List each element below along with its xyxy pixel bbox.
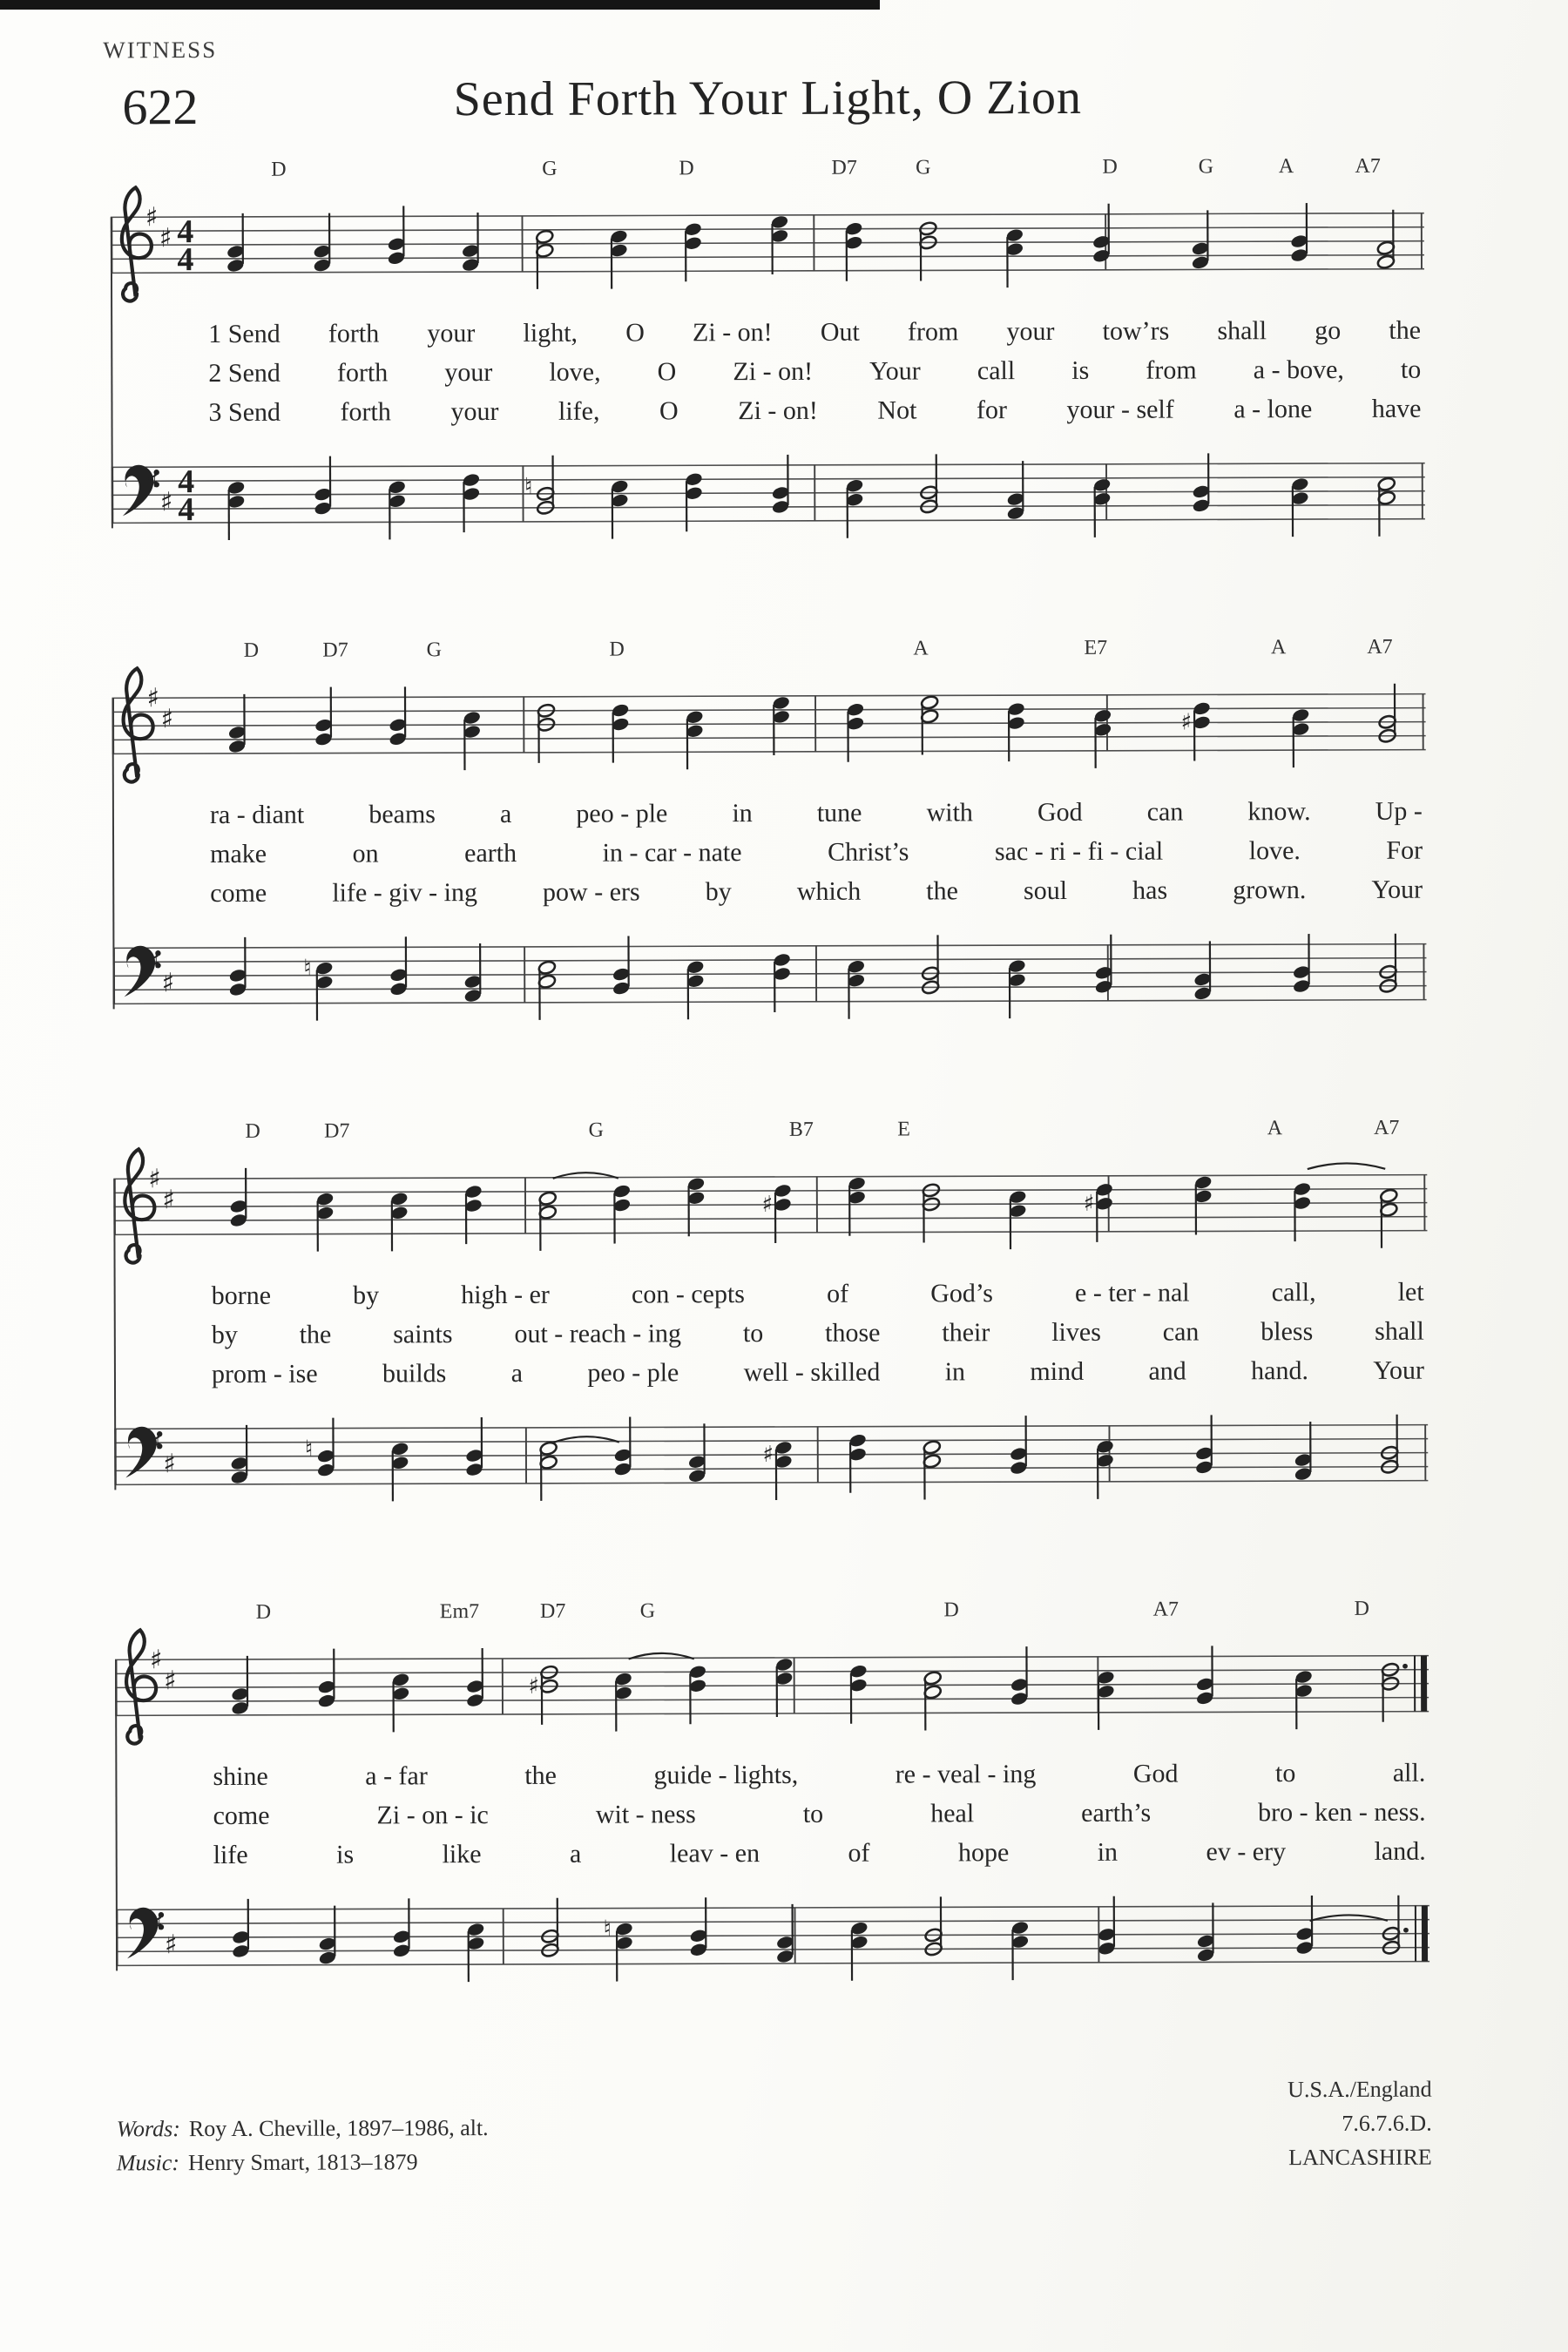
lyric-token: land. [1374, 1836, 1426, 1866]
chord-symbol: G [1198, 155, 1214, 179]
lyric-token: let [1397, 1277, 1424, 1307]
lyric-token: a - lone [1233, 395, 1313, 424]
lyric-token: Zi - on! [692, 317, 773, 348]
lyric-token: the [299, 1320, 332, 1349]
words-credit [117, 2111, 489, 2146]
lyric-token: life - giv - ing [332, 878, 477, 908]
lyric-token: shall [1375, 1316, 1424, 1346]
lyric-line [213, 1793, 1425, 1835]
lyric-token: pow - ers [542, 877, 640, 907]
lyric-token: on [352, 839, 379, 868]
page-content [103, 33, 1432, 2180]
lyric-token: in [944, 1357, 966, 1387]
chord-symbol: A7 [1355, 154, 1381, 178]
lyric-token: in [732, 799, 753, 828]
chord-row [111, 149, 1426, 183]
lyric-token: love. [1248, 836, 1301, 866]
credits [116, 2072, 1431, 2180]
lyric-token: For [1386, 835, 1423, 865]
lyric-token: builds [382, 1359, 447, 1389]
lyric-line [212, 1351, 1424, 1394]
chord-symbol: A7 [1374, 1116, 1400, 1139]
lyric-line [213, 1832, 1426, 1875]
lyric-token: call, [1271, 1278, 1316, 1308]
lyric-token: for [976, 395, 1007, 425]
lyric-token: the [926, 876, 958, 906]
hymn-title: Send Forth Your Light, O Zion [453, 70, 1083, 127]
lyric-token: from [907, 317, 959, 347]
lyric-token: high - er [461, 1280, 550, 1310]
lyric-token: Out [820, 317, 860, 347]
lyric-token: 1 Send [208, 319, 280, 349]
lyric-token: bro - ken - ness. [1258, 1797, 1426, 1828]
accidental-sharp-icon: ♯ [1180, 709, 1193, 736]
lyric-token: is [1071, 355, 1090, 385]
chord-symbol: E7 [1084, 636, 1108, 659]
lyric-token: light, [523, 318, 578, 348]
lyric-token: and [1148, 1356, 1186, 1386]
chord-symbol: D [1354, 1597, 1369, 1620]
lyrics-block [111, 309, 1426, 433]
chord-symbol: D [609, 638, 625, 661]
lyric-token: those [825, 1318, 881, 1348]
title-row [110, 69, 1425, 153]
lyric-token: to [1274, 1759, 1296, 1788]
lyric-token: shine [213, 1761, 268, 1792]
chord-symbol: D [943, 1598, 959, 1622]
lyric-token: hope [957, 1838, 1010, 1868]
lyric-token: is [336, 1840, 355, 1869]
lyric-token: call [977, 356, 1016, 386]
lyric-token: make [210, 839, 267, 869]
music-system-3 [113, 1111, 1430, 1533]
lyric-token: the [1389, 315, 1422, 345]
chord-symbol: E [897, 1118, 910, 1141]
chord-symbol: B7 [788, 1118, 814, 1141]
chord-symbol: D7 [539, 1599, 566, 1623]
music-credit [117, 2145, 489, 2180]
music-system-2 [112, 630, 1429, 1052]
lyric-token: come [210, 878, 267, 909]
lyric-token: of [827, 1279, 849, 1308]
lyric-token: of [848, 1838, 870, 1868]
lyric-line [212, 1273, 1424, 1315]
lyric-token: like [442, 1840, 482, 1869]
lyric-token: God [1132, 1759, 1179, 1788]
lyric-token: in - car - nate [602, 838, 742, 868]
accidental-natural-icon: ♮ [303, 955, 312, 982]
lyric-token: can [1146, 797, 1184, 827]
lyric-line [213, 1754, 1425, 1796]
lyric-token: go [1315, 315, 1342, 346]
sharp-icon: ♯ [145, 202, 159, 233]
sharp-icon: ♯ [146, 683, 160, 714]
time-signature: 4 [178, 463, 195, 501]
tune-origin: U.S.A./England [1288, 2076, 1432, 2103]
lyric-token: your - self [1066, 395, 1174, 424]
sharp-icon: ♯ [150, 1909, 164, 1940]
sharp-icon: ♯ [163, 1449, 176, 1480]
lyric-token: God [1037, 797, 1083, 828]
lyric-line [208, 311, 1421, 354]
lyric-token: from [1146, 355, 1197, 385]
lyric-token: forth [328, 319, 380, 348]
lyric-token: by [211, 1320, 238, 1350]
lyric-token: bless [1260, 1317, 1314, 1347]
sharp-icon: ♯ [162, 1185, 175, 1216]
treble-staff [112, 659, 1427, 794]
accidental-natural-icon: ♮ [524, 473, 533, 500]
lyric-token: earth [464, 838, 517, 868]
accidental-sharp-icon: ♯ [762, 1441, 774, 1469]
lyric-token: Not [877, 395, 917, 425]
lyric-token: Zi - on! [733, 356, 814, 387]
lyric-token: know. [1247, 797, 1311, 827]
accidental-natural-icon: ♮ [304, 1436, 314, 1463]
lyric-token: by [353, 1281, 380, 1310]
sharp-icon: ♯ [159, 487, 173, 518]
sharp-icon: ♯ [164, 1930, 178, 1961]
lyric-token: 3 Send [208, 397, 281, 428]
chord-symbol: A [1270, 636, 1287, 659]
chord-symbol: A7 [1152, 1598, 1179, 1621]
sharp-icon: ♯ [147, 947, 161, 978]
music-system-1 [111, 149, 1428, 571]
chord-symbol: D [255, 1600, 272, 1624]
lyric-token: by [705, 877, 732, 907]
lyric-token: a [510, 1358, 524, 1388]
lyric-token: Your [869, 356, 921, 386]
lyric-token: can [1162, 1317, 1200, 1347]
lyric-line [210, 792, 1423, 835]
lyric-token: tune [816, 798, 862, 828]
lyric-token: e - ter - nal [1074, 1278, 1190, 1308]
lyric-token: the [524, 1761, 558, 1790]
lyric-token: heal [930, 1799, 975, 1828]
lyric-token: a [499, 799, 512, 828]
lyric-token: love, [549, 357, 601, 387]
chord-row [112, 630, 1427, 664]
chord-symbol: D7 [831, 156, 857, 179]
lyric-token: a - far [365, 1761, 428, 1791]
lyric-token: out - reach - ing [514, 1319, 682, 1348]
music-text: Henry Smart, 1813–1879 [187, 2149, 418, 2176]
lyric-token: lives [1051, 1317, 1101, 1347]
scan-artifact [0, 0, 880, 10]
music-systems [111, 149, 1432, 2014]
music-system-4 [115, 1592, 1432, 2014]
lyric-token: con - cepts [631, 1280, 746, 1309]
chord-symbol: D7 [324, 1119, 350, 1143]
time-signature: 4 [177, 241, 194, 279]
lyric-token: sac - ri - fi - cial [994, 836, 1164, 867]
lyric-token: mind [1030, 1356, 1085, 1387]
lyric-token: in [1097, 1837, 1119, 1867]
lyric-token: life, [558, 396, 600, 426]
lyric-token: wit - ness [595, 1800, 696, 1829]
treble-staff [115, 1621, 1430, 1756]
treble-staff [111, 179, 1426, 314]
author-credits [117, 2111, 489, 2180]
accidental-sharp-icon: ♯ [761, 1191, 774, 1219]
bass-staff [112, 429, 1427, 564]
sharp-icon: ♯ [164, 1666, 177, 1697]
lyric-token: peo - ple [587, 1358, 679, 1388]
lyric-token: forth [340, 397, 391, 427]
tune-meter: 7.6.7.6.D. [1342, 2110, 1432, 2136]
sharp-icon: ♯ [145, 466, 159, 497]
lyric-token: Your [1373, 1355, 1425, 1385]
lyric-token: Zi - on! [738, 395, 818, 426]
lyric-token: earth’s [1081, 1798, 1152, 1828]
lyric-token: your [450, 396, 499, 427]
lyric-token: life [213, 1840, 248, 1870]
lyric-token: has [1132, 875, 1168, 905]
lyric-token: saints [393, 1320, 453, 1349]
lyric-token: O [657, 357, 677, 387]
lyric-line [212, 1312, 1424, 1355]
lyric-token: ra - diant [209, 800, 305, 830]
tune-name: LANCASHIRE [1288, 2144, 1432, 2171]
sharp-icon: ♯ [149, 1645, 163, 1676]
bass-staff [116, 1871, 1431, 2006]
lyric-token: a - bove, [1253, 355, 1344, 385]
lyric-token: O [625, 318, 645, 348]
chord-symbol: A [1278, 155, 1294, 179]
chord-symbol: G [426, 639, 443, 662]
sharp-icon: ♯ [148, 1164, 161, 1195]
chord-symbol: D7 [322, 639, 348, 662]
tune-info [1288, 2072, 1432, 2177]
time-signature: 4 [178, 491, 195, 529]
words-text: Roy A. Cheville, 1897–1986, alt. [188, 2115, 489, 2142]
hymn-number: 622 [122, 78, 199, 136]
lyric-token: their [942, 1318, 990, 1348]
chord-row [113, 1111, 1429, 1145]
chord-symbol: D [243, 639, 260, 662]
lyric-token: well - skilled [743, 1357, 881, 1388]
treble-staff [113, 1140, 1429, 1275]
accidental-sharp-icon: ♯ [528, 1673, 540, 1700]
lyric-token: borne [211, 1281, 272, 1311]
chord-symbol: G [639, 1599, 656, 1623]
lyric-line [210, 870, 1423, 913]
bass-staff [114, 1390, 1429, 1525]
chord-row [115, 1592, 1430, 1625]
chord-symbol: D [271, 158, 287, 181]
chord-symbol: A [1267, 1117, 1283, 1140]
sharp-icon: ♯ [159, 223, 172, 254]
sharp-icon: ♯ [149, 1428, 162, 1459]
lyrics-block [115, 1752, 1430, 1876]
lyric-token: with [926, 798, 973, 828]
accidental-natural-icon: ♮ [603, 1916, 612, 1943]
chord-symbol: Em7 [439, 1600, 480, 1624]
lyric-token: shall [1217, 316, 1267, 346]
lyric-token: soul [1023, 875, 1068, 906]
lyric-token: Christ’s [828, 837, 909, 867]
lyric-token: forth [336, 358, 389, 388]
lyric-token: to [742, 1319, 764, 1348]
chord-symbol: G [916, 156, 931, 179]
lyric-token: hand. [1251, 1356, 1308, 1386]
accidental-sharp-icon: ♯ [1083, 1190, 1095, 1217]
lyrics-block [114, 1271, 1429, 1395]
lyric-token: peo - ple [576, 799, 668, 828]
lyric-token: re - veal - ing [895, 1760, 1037, 1789]
chord-symbol: D [245, 1119, 260, 1143]
chord-symbol: G [542, 157, 558, 180]
lyric-token: Your [1371, 875, 1423, 904]
lyric-token: beams [368, 800, 436, 829]
lyric-token: O [659, 396, 679, 426]
music-label: Music: [116, 2150, 180, 2176]
lyric-token: to [1400, 355, 1422, 384]
lyric-token: tow’rs [1102, 316, 1170, 346]
lyric-token: your [427, 319, 476, 348]
lyric-token: 2 Send [208, 358, 280, 389]
chord-symbol: G [588, 1119, 604, 1142]
lyric-token: grown. [1233, 875, 1307, 905]
lyric-token: God’s [930, 1279, 993, 1308]
lyric-token: to [802, 1799, 824, 1828]
time-signature: 4 [177, 213, 194, 251]
chord-symbol: D [679, 157, 694, 180]
lyric-token: leav - en [669, 1839, 760, 1869]
lyric-token: ev - ery [1206, 1837, 1287, 1867]
lyric-token: all. [1392, 1758, 1426, 1788]
lyric-token: guide - lights, [653, 1760, 799, 1790]
lyric-line [208, 389, 1421, 432]
lyric-token: your [444, 358, 493, 388]
words-label: Words: [116, 2116, 180, 2142]
bass-staff [112, 909, 1428, 1044]
lyric-token: prom - ise [211, 1359, 318, 1389]
lyric-line [210, 831, 1423, 874]
lyric-token: which [796, 876, 862, 906]
chord-symbol: A7 [1367, 635, 1393, 659]
lyric-line [208, 350, 1421, 393]
section-category: WITNESS [103, 36, 218, 64]
chord-symbol: A [913, 637, 929, 660]
lyric-token: a [569, 1839, 582, 1869]
sharp-icon: ♯ [161, 968, 175, 999]
lyric-token: Zi - on - ic [376, 1801, 489, 1830]
sharp-icon: ♯ [160, 704, 174, 735]
lyric-token: come [213, 1801, 270, 1831]
lyrics-block [112, 790, 1428, 914]
lyric-token: your [1006, 316, 1055, 347]
lyric-token: Up - [1375, 796, 1423, 826]
lyric-token: have [1371, 394, 1422, 423]
chord-symbol: D [1102, 155, 1118, 179]
